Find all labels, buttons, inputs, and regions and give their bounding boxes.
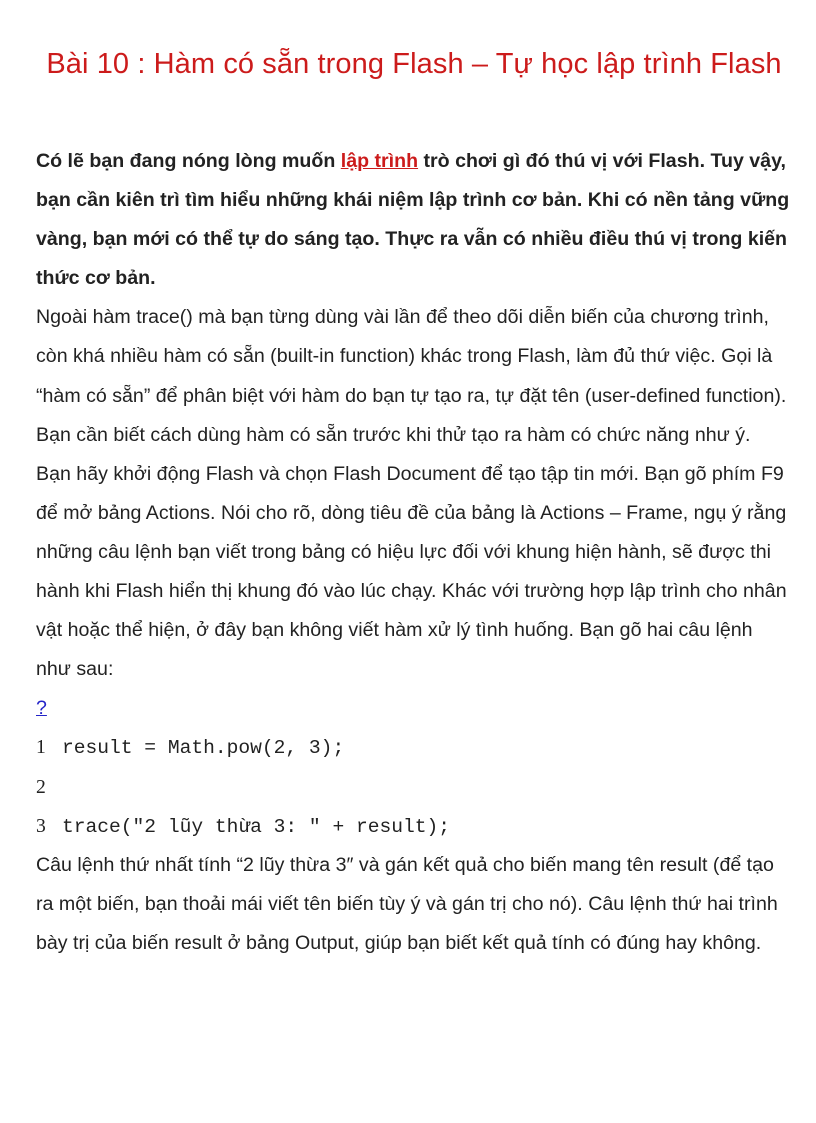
code-line-number: 1 (36, 737, 46, 759)
page-title: Bài 10 : Hàm có sẵn trong Flash – Tự học lập trình Flash (46, 48, 782, 80)
code-line (36, 807, 792, 846)
paragraph-actions-panel: Bạn hãy khởi động Flash và chọn Flash Document để tạo tập tin mới. Bạn gõ phím F9 để mở bảng Actions. Nói cho rõ, dòng tiêu đề của bảng là Actions – Frame, ngụ ý rằng những câu lệnh bạn viết trong bảng có hiệu lực đối với khung hiện hành, sẽ được thi hành khi Flash hiển thị khung đó vào lúc chạy. Khác với trường hợp lập trình cho nhân vật hoặc thể hiện, ở đây bạn không viết hàm xử lý tình huống. Bạn gõ hai câu lệnh như sau: (36, 462, 787, 681)
code-line (36, 768, 792, 807)
paragraph-builtin-functions: Ngoài hàm trace() mà bạn từng dùng vài lần để theo dõi diễn biến của chương trình, còn khá nhiều hàm có sẵn (built-in function) khác trong Flash, làm đủ thứ việc. Gọi là “hàm có sẵn” để phân biệt với hàm do bạn tự tạo ra, tự đặt tên (user-defined function). Bạn cần biết cách dùng hàm có sẵn trước khi thử tạo ra hàm có chức năng như ý. (36, 306, 787, 446)
code-line-number: 2 (36, 776, 46, 798)
intro-text-before: Có lẽ bạn đang nóng lòng muốn (36, 150, 341, 172)
code-line-number: 3 (36, 815, 46, 837)
code-block (36, 728, 792, 845)
intro-text-after: trò chơi gì đó thú vị với Flash. Tuy vậy, bạn cần kiên trì tìm hiểu những khái niệm lập trình cơ bản. Khi có nền tảng vững vàng, bạn mới có thể tự do sáng tạo. Thực ra vẫn có nhiều điều thú vị trong kiến thức cơ bản. (36, 150, 790, 290)
document-page (36, 0, 792, 963)
code-line (36, 728, 792, 767)
paragraph-explanation: Câu lệnh thứ nhất tính “2 lũy thừa 3″ và gán kết quả cho biến mang tên result (để tạo ra một biến, bạn thoải mái viết tên biến tùy ý và gán trị cho nó). Câu lệnh thứ hai trình bày trị của biến result ở bảng Output, giúp bạn biết kết quả tính có đúng hay không. (36, 853, 778, 954)
code-help-link[interactable]: ? (36, 697, 47, 720)
code-line-text: result = Math.pow(2, 3); (62, 737, 345, 760)
code-line-text: trace("2 lũy thừa 3: " + result); (62, 815, 451, 838)
lap-trinh-link[interactable]: lập trình (340, 150, 419, 172)
intro-paragraph (36, 142, 792, 298)
article-body (36, 142, 792, 963)
